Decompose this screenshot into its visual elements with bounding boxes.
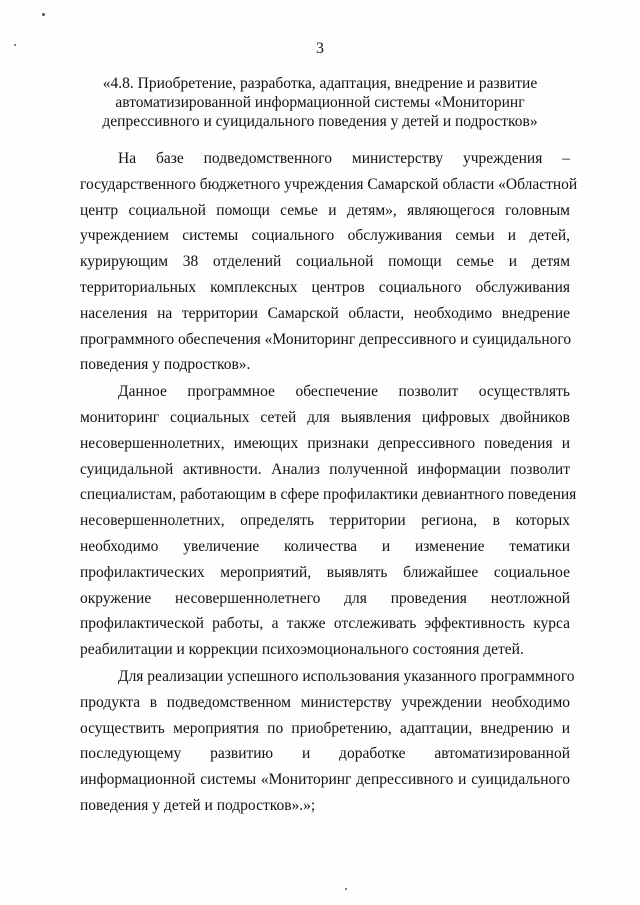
text-line: поведения у детей и подростков».»; xyxy=(80,796,316,814)
text-line: профилактических мероприятий, выявлять ближайшее социальное xyxy=(80,563,570,581)
text-line: необходимо увеличение количества и изменение тематики xyxy=(80,537,570,555)
text-line: реабилитации и коррекции психоэмоционального состояния детей. xyxy=(80,641,524,659)
text-line: поведения у подростков». xyxy=(80,356,251,374)
page-number: 3 xyxy=(316,40,324,57)
text-line: профилактической работы, а также отслеживать эффективность курса xyxy=(80,615,570,633)
section-heading xyxy=(70,74,570,131)
scan-speck xyxy=(345,888,347,890)
paragraph xyxy=(80,664,575,819)
text-line: последующему развитию и доработке автоматизированной xyxy=(80,745,570,763)
text-line: территориальных комплексных центров социального обслуживания xyxy=(80,278,570,296)
text-line: несовершеннолетних, определять территории региона, в которых xyxy=(80,512,570,530)
text-line: специалистам, работающим в сфере профилактики девиантного поведения xyxy=(80,486,577,504)
text-line: окружение несовершеннолетнего для проведения неотложной xyxy=(80,589,570,607)
text-line: населения на территории Самарской области, необходимо внедрение xyxy=(80,304,570,322)
heading-line: депрессивного и суицидального поведения у детей и подростков» xyxy=(102,113,538,130)
text-line: На базе подведомственного министерству учреждения – xyxy=(118,150,570,167)
text-line: суицидальной активности. Анализ полученной информации позволит xyxy=(80,460,570,478)
text-line: мониторинг социальных сетей для выявления цифровых двойников xyxy=(80,408,570,426)
text-line: программного обеспечения «Мониторинг депрессивного и суицидального xyxy=(80,330,572,348)
text-line: осуществить мероприятия по приобретению, адаптации, внедрению и xyxy=(80,719,570,737)
text-line: несовершеннолетних, имеющих признаки депрессивного поведения и xyxy=(80,434,570,452)
paragraph xyxy=(80,146,578,378)
text-line: продукта в подведомственном министерству учреждении необходимо xyxy=(80,693,570,711)
text-line: учреждением системы социального обслуживания семьи и детей, xyxy=(80,227,570,245)
heading-line: «4.8. Приобретение, разработка, адаптация, внедрение и развитие xyxy=(102,75,538,92)
text-line: центр социальной помощи семье и детям», являющегося головным xyxy=(80,201,570,219)
text-line: государственного бюджетного учреждения Самарской области «Областной xyxy=(80,175,578,193)
text-line: информационной системы «Мониторинг депрессивного и суицидального xyxy=(80,771,570,789)
heading-line: автоматизированной информационной системы «Мониторинг xyxy=(115,94,525,111)
scan-speck xyxy=(42,13,45,16)
text-line: Данное программное обеспечение позволит осуществлять xyxy=(118,383,570,401)
paragraph xyxy=(80,379,577,663)
text-line: курирующим 38 отделений социальной помощи семье и детям xyxy=(80,253,570,271)
text-line: Для реализации успешного использования указанного программного xyxy=(118,667,575,685)
body-text xyxy=(80,146,578,819)
